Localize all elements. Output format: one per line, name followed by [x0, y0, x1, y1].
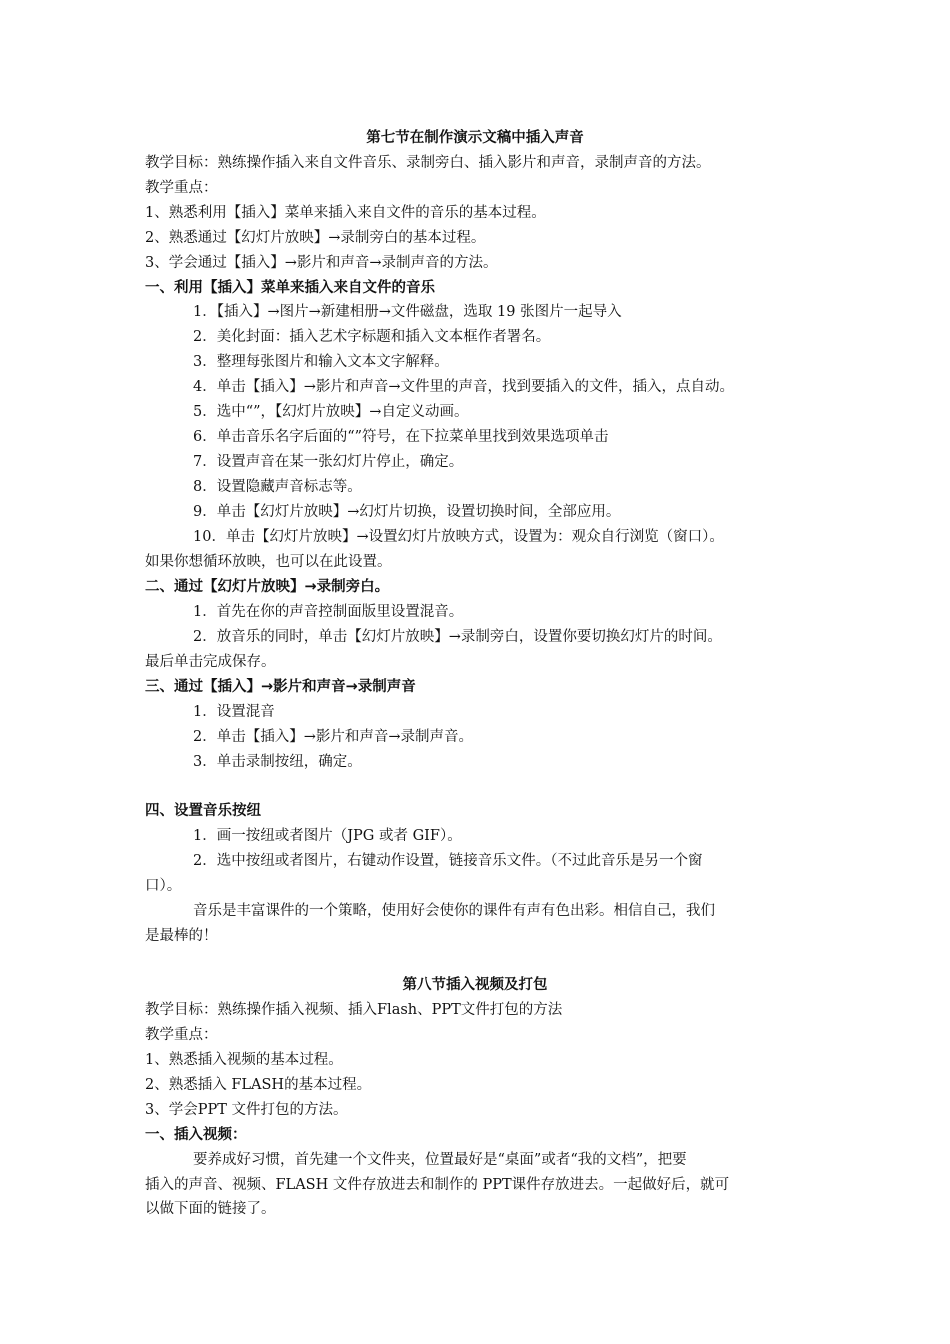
part4-closing-continuation: 是最棒的！ — [145, 928, 218, 944]
part2-step: 2．放音乐的同时，单击【幻灯片放映】→录制旁白，设置你要切换幻灯片的时间。 — [193, 629, 722, 645]
part3-step: 2．单击【插入】→影片和声音→录制声音。 — [193, 729, 474, 745]
part1-step-continuation: 如果你想循环放映，也可以在此设置。 — [145, 554, 392, 570]
part4-closing: 音乐是丰富课件的一个策略，使用好会使你的课件有声有色出彩。相信自己，我们 — [193, 903, 715, 919]
section8-part1-paragraph: 要养成好习惯，首先建一个文件夹，位置最好是“桌面”或者“我的文档”，把要 — [193, 1152, 687, 1168]
section7-title: 第七节在制作演示文稿中插入声音 — [366, 130, 584, 146]
part1-step: 1．【插入】→图片→新建相册→文件磁盘，选取 19 张图片一起导入 — [193, 304, 622, 320]
section8-part1-heading: 一、插入视频： — [145, 1127, 247, 1143]
section8-part1-paragraph: 插入的声音、视频、FLASH 文件存放进去和制作的 PPT课件存放进去。一起做好后，就可 — [145, 1177, 730, 1193]
part1-step: 5．选中“”，【幻灯片放映】→自定义动画。 — [193, 404, 469, 420]
part1-step: 4．单击【插入】→影片和声音→文件里的声音，找到要插入的文件，插入，点自动。 — [193, 379, 735, 395]
section7-key-points-label: 教学重点： — [145, 180, 218, 196]
part1-step: 8．设置隐藏声音标志等。 — [193, 479, 362, 495]
part2-step-continuation: 最后单击完成保存。 — [145, 654, 276, 670]
section8-key-point: 1、熟悉插入视频的基本过程。 — [145, 1052, 343, 1068]
section8-title: 第八节插入视频及打包 — [402, 977, 548, 993]
part1-step: 2．美化封面：插入艺术字标题和插入文本框作者署名。 — [193, 329, 551, 345]
section7-key-point: 2、熟悉通过【幻灯片放映】→录制旁白的基本过程。 — [145, 230, 486, 246]
section7-key-point: 3、学会通过【插入】→影片和声音→录制声音的方法。 — [145, 255, 498, 271]
part2-step: 1．首先在你的声音控制面版里设置混音。 — [193, 604, 464, 620]
section7-objective: 教学目标：熟练操作插入来自文件音乐、录制旁白、插入影片和声音，录制声音的方法。 — [145, 155, 711, 171]
part4-step: 1．画一按纽或者图片（JPG 或者 GIF）。 — [193, 828, 462, 844]
part3-heading: 三、通过【插入】→影片和声音→录制声音 — [145, 679, 416, 695]
part3-step: 1．设置混音 — [193, 704, 275, 720]
part1-step: 6．单击音乐名字后面的“”符号，在下拉菜单里找到效果选项单击 — [193, 429, 609, 445]
section7-key-point: 1、熟悉利用【插入】菜单来插入来自文件的音乐的基本过程。 — [145, 205, 546, 221]
part1-step: 7．设置声音在某一张幻灯片停止，确定。 — [193, 454, 464, 470]
part1-step: 9．单击【幻灯片放映】→幻灯片切换，设置切换时间，全部应用。 — [193, 504, 621, 520]
section8-key-point: 3、学会PPT 文件打包的方法。 — [145, 1102, 348, 1118]
section8-key-points-label: 教学重点： — [145, 1027, 218, 1043]
part2-heading: 二、通过【幻灯片放映】→录制旁白。 — [145, 579, 390, 595]
part4-step-continuation: 口）。 — [145, 878, 182, 894]
part4-step: 2．选中按纽或者图片，右键动作设置，链接音乐文件。（不过此音乐是另一个窗 — [193, 853, 703, 869]
part1-step: 10．单击【幻灯片放映】→设置幻灯片放映方式，设置为：观众自行浏览（窗口）。 — [193, 529, 724, 545]
section8-objective: 教学目标：熟练操作插入视频、插入Flash、PPT文件打包的方法 — [145, 1002, 563, 1018]
part4-heading: 四、设置音乐按纽 — [145, 803, 261, 819]
part3-step: 3．单击录制按纽，确定。 — [193, 754, 362, 770]
part1-heading: 一、利用【插入】菜单来插入来自文件的音乐 — [145, 280, 435, 296]
section8-part1-paragraph: 以做下面的链接了。 — [145, 1201, 276, 1217]
section8-key-point: 2、熟悉插入 FLASH的基本过程。 — [145, 1077, 372, 1093]
part1-step: 3．整理每张图片和输入文本文字解释。 — [193, 354, 449, 370]
